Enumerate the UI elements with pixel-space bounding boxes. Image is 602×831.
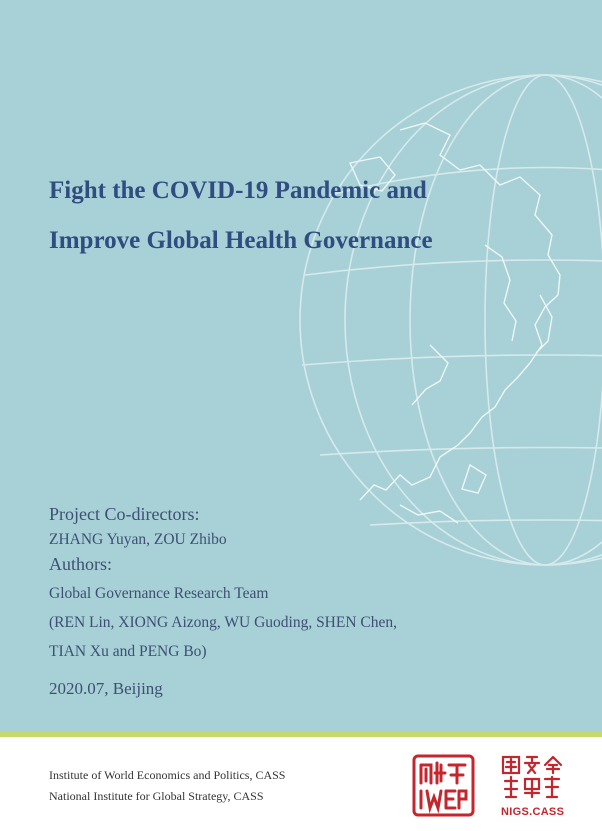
institute-iwep: Institute of World Economics and Politics, CASS: [49, 768, 286, 782]
author-members-line-1: (REN Lin, XIONG Aizong, WU Guoding, SHEN Chen,: [49, 614, 398, 631]
title-line-1: Fight the COVID-19 Pandemic and: [49, 177, 427, 204]
institute-nigs: National Institute for Global Strategy, CASS: [49, 789, 264, 803]
title-line-2: Improve Global Health Governance: [49, 227, 433, 254]
codirectors-names: ZHANG Yuyan, ZOU Zhibo: [49, 531, 227, 548]
iwep-seal-logo: [411, 753, 476, 818]
report-title: [49, 166, 569, 266]
author-team: Global Governance Research Team: [49, 585, 269, 602]
institutes: [49, 765, 285, 807]
date-place: 2020.07, Beijing: [49, 679, 163, 698]
nigs-logo-text: NIGS.CASS: [501, 806, 565, 818]
authors-label: Authors:: [49, 554, 112, 574]
footer: [0, 737, 602, 831]
codirectors-label: Project Co-directors:: [49, 504, 200, 524]
author-members-line-2: TIAN Xu and PENG Bo): [49, 643, 207, 660]
credits-block: [49, 502, 569, 701]
